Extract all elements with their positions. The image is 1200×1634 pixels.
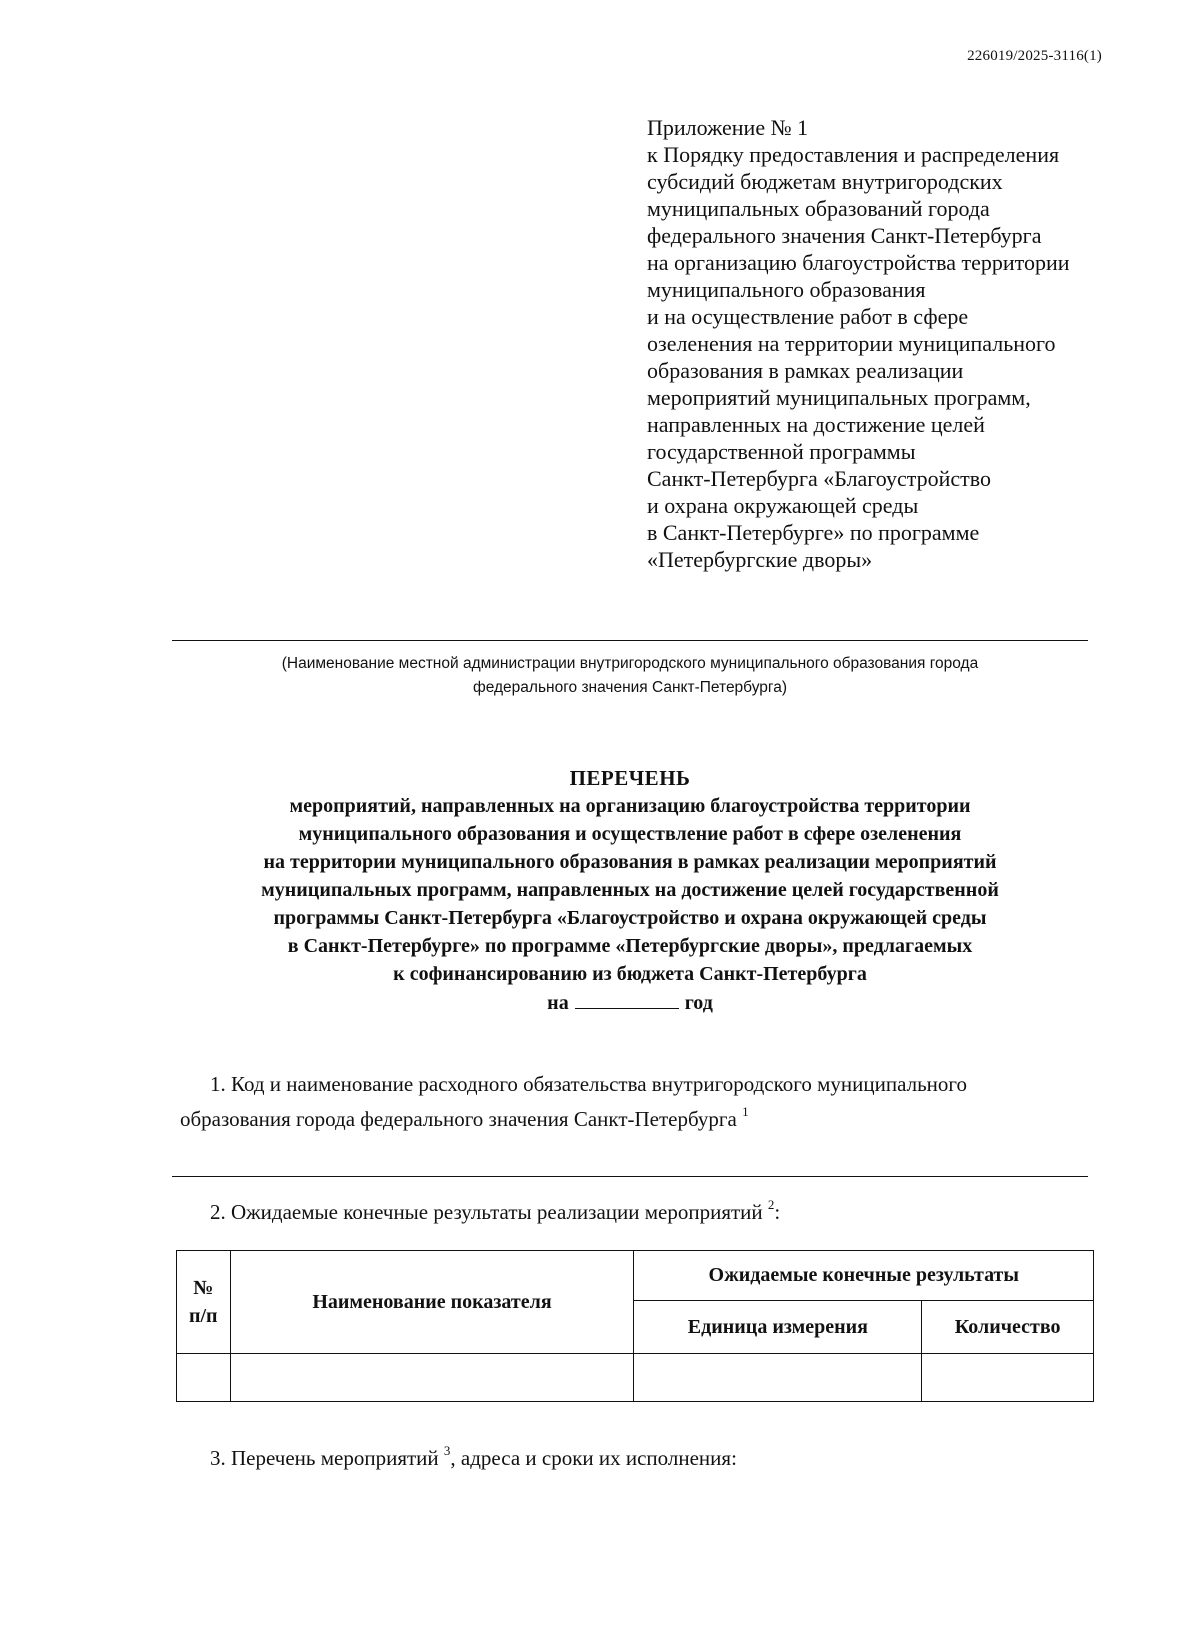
appendix-line: муниципальных образований города <box>647 196 990 221</box>
document-number: 226019/2025-3116(1) <box>967 48 1102 64</box>
col-header-number <box>177 1251 231 1354</box>
section3-prefix: 3. Перечень мероприятий <box>210 1446 439 1470</box>
appendix-line: «Петербургские дворы» <box>647 547 873 572</box>
appendix-line: муниципального образования <box>647 277 926 302</box>
year-suffix: год <box>684 992 713 1014</box>
title-line: на территории муниципального образования в рамках реализации мероприятий <box>263 851 997 873</box>
col-header-quantity: Количество <box>922 1301 1094 1354</box>
title-year-line <box>140 988 1120 1018</box>
table-cell-unit[interactable] <box>634 1354 922 1402</box>
table-row <box>177 1354 1094 1402</box>
admin-name-caption <box>172 652 1088 700</box>
title-line: в Санкт-Петербурге» по программе «Петербургские дворы», предлагаемых <box>287 935 973 957</box>
col-header-unit: Единица измерения <box>634 1301 922 1354</box>
expected-results-table <box>176 1250 1094 1402</box>
title-line: программы Санкт-Петербурга «Благоустройство и охрана окружающей среды <box>273 907 987 929</box>
section2-suffix: : <box>774 1200 781 1224</box>
document-title <box>140 764 1120 1018</box>
appendix-line: мероприятий муниципальных программ, <box>647 385 1031 410</box>
admin-caption-line: (Наименование местной администрации внутригородского муниципального образования города <box>281 655 979 672</box>
appendix-line: образования в рамках реализации <box>647 358 964 383</box>
appendix-line: федерального значения Санкт-Петербурга <box>647 223 1042 248</box>
col-header-group-results: Ожидаемые конечные результаты <box>634 1251 1094 1301</box>
appendix-line: в Санкт-Петербурге» по программе <box>647 520 980 545</box>
table-cell-indicator[interactable] <box>230 1354 634 1402</box>
appendix-line: государственной программы <box>647 439 916 464</box>
title-line: к софинансированию из бюджета Санкт-Петербурга <box>393 963 867 985</box>
appendix-line: и на осуществление работ в сфере <box>647 304 969 329</box>
col-header-indicator: Наименование показателя <box>230 1251 634 1354</box>
admin-caption-line: федерального значения Санкт-Петербурга) <box>472 679 788 696</box>
appendix-line: озеленения на территории муниципального <box>647 331 1056 356</box>
appendix-line: на организацию благоустройства территории <box>647 250 1070 275</box>
footnote-mark: 3 <box>443 1443 451 1458</box>
title-line: мероприятий, направленных на организацию благоустройства территории <box>289 795 971 817</box>
title-line: муниципальных программ, направленных на достижение целей государственной <box>261 879 999 901</box>
section1-line2-text: образования города федерального значения Санкт-Петербурга <box>180 1107 737 1131</box>
admin-name-fill-line <box>172 640 1088 641</box>
expenditure-code-fill-line <box>172 1176 1088 1177</box>
section2-text: 2. Ожидаемые конечные результаты реализации мероприятий <box>210 1200 763 1224</box>
section-activities-list <box>180 1438 1110 1473</box>
year-blank-field <box>575 990 679 1009</box>
title-heading: ПЕРЕЧЕНЬ <box>569 766 691 790</box>
appendix-line: к Порядку предоставления и распределения <box>647 142 1060 167</box>
section1-line1: 1. Код и наименование расходного обязательства внутригородского муниципального <box>210 1072 967 1096</box>
year-prefix: на <box>547 992 569 1014</box>
section-expenditure-code <box>180 1070 1080 1134</box>
col-number-line2: п/п <box>188 1305 218 1327</box>
table-cell-quantity[interactable] <box>922 1354 1094 1402</box>
appendix-line: и охрана окружающей среды <box>647 493 919 518</box>
footnote-mark: 2 <box>767 1197 775 1212</box>
appendix-line: направленных на достижение целей <box>647 412 985 437</box>
appendix-line: субсидий бюджетам внутригородских <box>647 169 1003 194</box>
title-line: муниципального образования и осуществление работ в сфере озеленения <box>298 823 962 845</box>
appendix-line: Санкт-Петербурга «Благоустройство <box>647 466 991 491</box>
section1-line2 <box>180 1099 1080 1134</box>
section-expected-results <box>180 1192 1110 1227</box>
table-header-row <box>177 1251 1094 1301</box>
appendix-line: Приложение № 1 <box>647 115 809 140</box>
col-number-line1: № <box>193 1277 214 1299</box>
appendix-block <box>647 114 1127 573</box>
section3-suffix: , адреса и сроки их исполнения: <box>450 1446 737 1470</box>
table-cell-number[interactable] <box>177 1354 231 1402</box>
footnote-mark: 1 <box>742 1104 749 1119</box>
